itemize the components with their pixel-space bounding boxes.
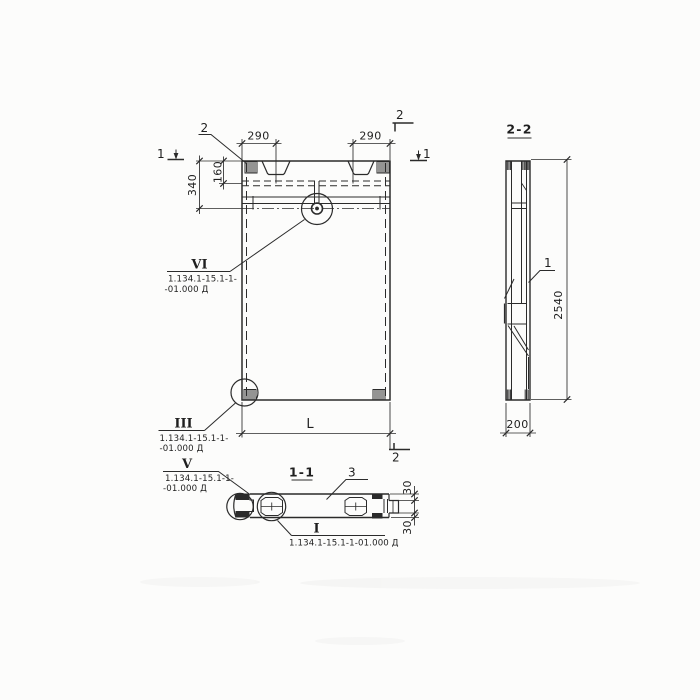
dim-30-bottom-label: 30 bbox=[401, 520, 414, 535]
detail-vi-label: VI bbox=[191, 257, 208, 273]
keyway-socket-left bbox=[261, 498, 283, 516]
embed-plate-bottom-left bbox=[244, 390, 256, 401]
section-mark-1-right-label: 1 bbox=[423, 147, 431, 161]
side-inner-walls bbox=[512, 161, 529, 400]
detail-v-ref2: -01.000 Д bbox=[163, 484, 207, 494]
dim-200-label: 200 bbox=[506, 418, 529, 431]
part-1-label: 1 bbox=[544, 256, 552, 270]
dim-290-right-label: 290 bbox=[359, 129, 382, 143]
label-underlines bbox=[508, 138, 556, 271]
section-mark-1-left bbox=[168, 150, 185, 160]
detail-i-ref: 1.134.1-15.1-1-01.000 Д bbox=[289, 538, 399, 549]
embed-plate-top-right bbox=[377, 162, 389, 174]
section-mark-2-bottom bbox=[389, 443, 410, 450]
section-1-1-title: 1-1 bbox=[288, 464, 316, 480]
part-3-label: 3 bbox=[348, 465, 356, 480]
embed-plate-bottom-right bbox=[373, 390, 385, 401]
dim-290-left-label: 290 bbox=[247, 129, 270, 143]
detail-iii-label: III bbox=[174, 416, 193, 432]
detail-vi-ref1: 1.134.1-15.1-1- bbox=[168, 274, 237, 285]
dim-2540-label: 2540 bbox=[552, 290, 565, 320]
detail-vi-ref2: -01.000 Д bbox=[164, 285, 209, 295]
section-mark-2-top-label: 2 bbox=[396, 108, 404, 122]
detail-v-ref1: 1.134.1-15.1-1- bbox=[165, 474, 234, 484]
side-internal-details bbox=[505, 183, 529, 356]
dim-2540 bbox=[531, 156, 572, 402]
right-end-cap bbox=[372, 494, 399, 519]
detail-iii-ref2: -01.000 Д bbox=[159, 444, 204, 454]
section-mark-1-left-label: 1 bbox=[157, 147, 165, 161]
side-hatch-bottom bbox=[507, 390, 528, 400]
scan-noise bbox=[140, 577, 640, 645]
anchor-center-dot bbox=[315, 207, 319, 211]
detail-v-label: V bbox=[181, 457, 193, 472]
part-1-leader bbox=[529, 271, 556, 283]
detail-i-label: I bbox=[313, 521, 320, 537]
dim-length-label: L bbox=[306, 417, 314, 432]
section-mark-2-bottom-label: 2 bbox=[392, 450, 400, 465]
dim-160-label: 160 bbox=[211, 160, 225, 184]
dim-340-label: 340 bbox=[186, 173, 199, 197]
dim-L bbox=[236, 402, 396, 450]
lifting-recess-right bbox=[348, 161, 374, 175]
detail-iii-ref1: 1.134.1-15.1-1- bbox=[159, 434, 229, 444]
anchor-slot bbox=[315, 181, 320, 204]
section-mark-2-top bbox=[393, 123, 414, 132]
dim-30-top-label: 30 bbox=[401, 480, 414, 495]
embed-callout-label: 2 bbox=[200, 121, 209, 135]
keyway-socket-right bbox=[345, 498, 367, 516]
section-2-2-title: 2-2 bbox=[506, 121, 533, 137]
side-hatch-top bbox=[507, 161, 529, 170]
